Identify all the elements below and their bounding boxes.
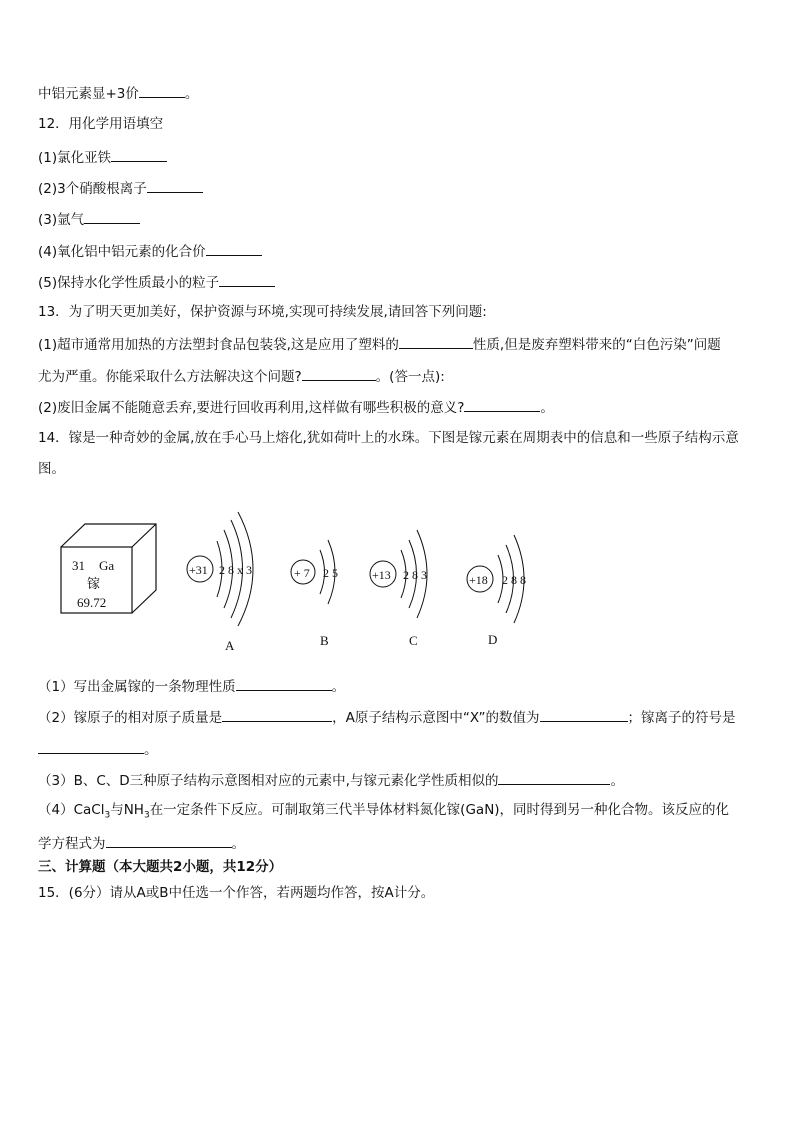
answer-blank[interactable] bbox=[464, 397, 540, 412]
line-q11-end: 中铝元素显+3价 。 bbox=[38, 83, 198, 103]
card-atomic-number: 31 bbox=[72, 558, 85, 573]
card-symbol: Ga bbox=[99, 558, 115, 573]
q14-item-4-line-1: （4）CaCl$_3$与$NH_3$在一定条件下反应。可制取第三代半导体材料氮化镓(GaN)，同时得到另一种化合物。该反应的化 bbox=[38, 802, 730, 821]
answer-blank[interactable] bbox=[540, 707, 628, 722]
q12-item-4: (4)氧化铝中铝元素的化合价 bbox=[38, 241, 262, 261]
q13-item-1-line-2: 尤为严重。你能采取什么方法解决这个问题? 。(答一点): bbox=[38, 366, 445, 386]
nucleus-charge: +31 bbox=[189, 563, 208, 577]
diagram-label-b: B bbox=[320, 633, 329, 648]
nucleus-charge: +13 bbox=[372, 568, 391, 582]
q12-item-2: (2)3个硝酸根离子 bbox=[38, 178, 203, 198]
card-element-name: 镓 bbox=[87, 576, 101, 591]
q13-item-1-line-1: (1)超市通常用加热的方法塑封食品包装袋,这是应用了塑料的 性质,但是废弃塑料带来的“白色污染”问题 bbox=[38, 334, 721, 354]
q13-item-2: (2)废旧金属不能随意丢弃,要进行回收再利用,这样做有哪些积极的意义? 。 bbox=[38, 397, 554, 417]
atom-diagram-c bbox=[370, 530, 427, 648]
answer-blank[interactable] bbox=[206, 241, 262, 256]
q14-stem-line-2: 图。 bbox=[38, 461, 65, 477]
q15-stem: 15．(6分）请从A或B中任选一个作答，若两题均作答，按A计分。 bbox=[38, 885, 435, 901]
q12-item-5: (5)保持水化学性质最小的粒子 bbox=[38, 272, 275, 292]
answer-blank[interactable] bbox=[219, 272, 275, 287]
q14-stem-line-1: 14．镓是一种奇妙的金属,放在手心马上熔化,犹如荷叶上的水珠。下图是镓元素在周期表中的信息和一些原子结构示意 bbox=[38, 430, 739, 446]
q13-title: 13．为了明天更加美好，保护资源与环境,实现可持续发展,请回答下列问题: bbox=[38, 304, 487, 320]
q14-item-4-line-2: 学方程式为 。 bbox=[38, 833, 245, 853]
atom-diagram-d bbox=[467, 535, 526, 647]
atom-diagram-b bbox=[291, 540, 338, 648]
answer-blank[interactable] bbox=[399, 334, 473, 349]
answer-blank[interactable] bbox=[222, 707, 332, 722]
diagram-label-a: A bbox=[225, 638, 235, 653]
electron-counts: 2 5 bbox=[323, 566, 338, 580]
q12-item-3: (3)氩气 bbox=[38, 209, 140, 229]
electron-counts: 2 8 x 3 bbox=[219, 563, 252, 577]
section-3-heading: 三、计算题（本大题共2小题，共12分） bbox=[38, 859, 283, 875]
answer-blank[interactable] bbox=[106, 833, 232, 848]
atom-diagram-a bbox=[187, 512, 253, 653]
cube-edge bbox=[132, 524, 156, 547]
diagram-label-c: C bbox=[409, 633, 418, 648]
answer-blank[interactable] bbox=[139, 83, 185, 98]
electron-counts: 2 8 8 bbox=[502, 573, 526, 587]
atom-structure-figure bbox=[0, 500, 794, 660]
nucleus-charge: + 7 bbox=[294, 566, 310, 580]
answer-blank[interactable] bbox=[498, 770, 610, 785]
q12-item-1: (1)氯化亚铁 bbox=[38, 147, 167, 167]
nucleus-charge: +18 bbox=[469, 573, 488, 587]
card-atomic-mass: 69.72 bbox=[77, 595, 107, 610]
q14-item-3: （3）B、C、D三种原子结构示意图相对应的元素中,与镓元素化学性质相似的 。 bbox=[38, 770, 624, 790]
electron-counts: 2 8 3 bbox=[403, 568, 427, 582]
diagram-label-d: D bbox=[488, 632, 498, 647]
answer-blank[interactable] bbox=[302, 366, 376, 381]
q14-item-2-line-1: （2）镓原子的相对原子质量是 ，A原子结构示意图中“X”的数值为 ；镓离子的符号是 bbox=[38, 707, 736, 727]
answer-blank[interactable] bbox=[147, 178, 203, 193]
answer-blank[interactable] bbox=[84, 209, 140, 224]
q14-item-1: （1）写出金属镓的一条物理性质 。 bbox=[38, 676, 345, 696]
q12-title: 12．用化学用语填空 bbox=[38, 116, 164, 132]
answer-blank[interactable] bbox=[236, 676, 332, 691]
q14-item-2-line-2: 。 bbox=[38, 739, 158, 759]
answer-blank[interactable] bbox=[111, 147, 167, 162]
answer-blank[interactable] bbox=[38, 739, 144, 754]
